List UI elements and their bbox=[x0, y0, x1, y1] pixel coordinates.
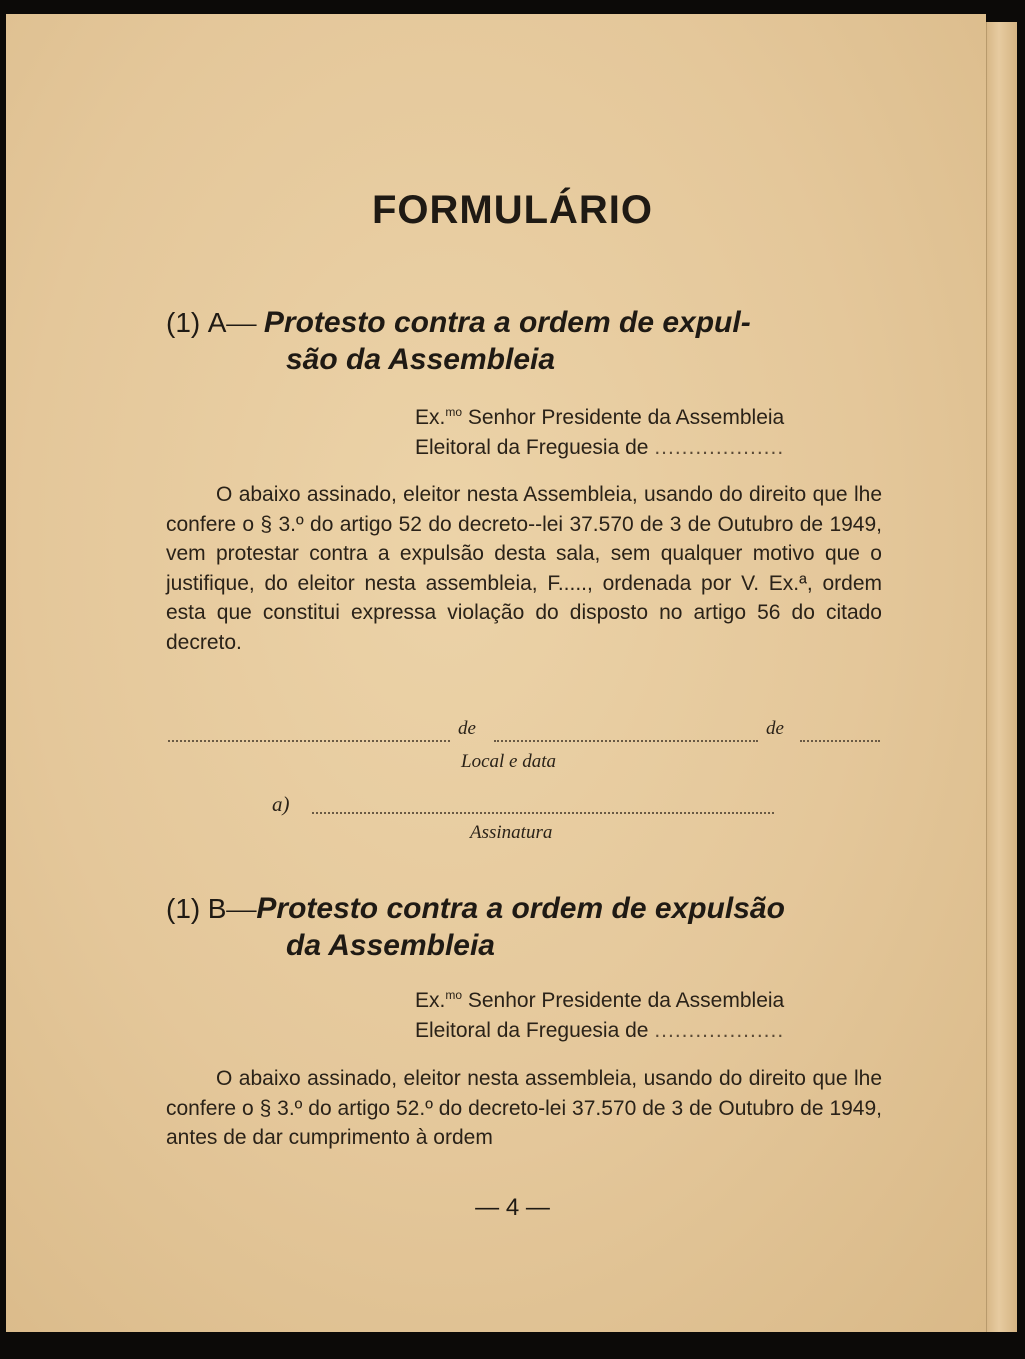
local-data-caption: Local e data bbox=[461, 751, 556, 772]
section-a-address-line1: Ex.$^{mo}$ Senhor Presidente da Assembleia bbox=[415, 405, 785, 429]
day-dotline bbox=[494, 740, 758, 742]
signature-prefix: a) bbox=[272, 792, 290, 816]
section-b-number: (1) bbox=[166, 893, 201, 924]
section-b-letter: B bbox=[207, 893, 227, 924]
de-label-1: de bbox=[458, 718, 476, 739]
page-number: — 4 — bbox=[475, 1194, 550, 1221]
section-a-title-line2: são da Assembleia bbox=[286, 343, 556, 376]
section-b-address bbox=[415, 980, 784, 1046]
local-dotline bbox=[168, 740, 450, 742]
section-a-number: (1) bbox=[166, 307, 201, 338]
section-b-heading bbox=[166, 890, 785, 964]
section-a-dash: — bbox=[226, 306, 257, 339]
section-b-address-line1: Ex.$^{mo}$ Senhor Presidente da Assembleia bbox=[415, 988, 785, 1012]
de-label-2: de bbox=[766, 718, 784, 739]
section-b-title-line1: Protesto contra a ordem de expulsão bbox=[256, 892, 785, 925]
section-a-title-line1: Protesto contra a ordem de expul- bbox=[263, 306, 751, 339]
section-a-address bbox=[415, 397, 784, 463]
section-a-address-line2: Eleitoral da Freguesia de ................... bbox=[415, 436, 785, 459]
signature-caption: Assinatura bbox=[470, 822, 553, 843]
section-a-address-dots: ................... bbox=[654, 436, 785, 459]
section-b-title-line2: da Assembleia bbox=[286, 929, 495, 962]
section-a-heading bbox=[166, 304, 751, 378]
section-b-address-line2: Eleitoral da Freguesia de ................... bbox=[415, 1019, 785, 1042]
month-dotline bbox=[800, 740, 880, 742]
section-a-body bbox=[166, 480, 882, 657]
section-b-address-dots: ................... bbox=[654, 1019, 785, 1042]
signature-dotline bbox=[312, 812, 774, 814]
page-title: FORMULÁRIO bbox=[371, 188, 654, 232]
section-a-letter: A bbox=[207, 307, 227, 338]
section-b-body-text: O abaixo assinado, eleitor nesta assembleia, usando do direito que lhe confere o § 3.º do artigo 52.º do decreto-lei 37.570 de 3 de Outubro de 1949, antes de dar cumprimento à ordem bbox=[166, 1067, 882, 1149]
section-a-body-text: O abaixo assinado, eleitor nesta Assembleia, usando do direito que lhe confere o § 3.º do artigo 52 do decreto--lei 37.570 de 3 de Outubro de 1949, vem protestar contra a expulsão desta sala, sem qualquer motivo que o justifique, do eleitor nesta assembleia, F....., ordenada por V. Ex.ª, ordem esta que constitui expressa violação do disposto no artigo 56 do citado decreto. bbox=[166, 483, 882, 654]
section-b-dash: — bbox=[226, 892, 257, 925]
section-b-body bbox=[166, 1064, 882, 1153]
